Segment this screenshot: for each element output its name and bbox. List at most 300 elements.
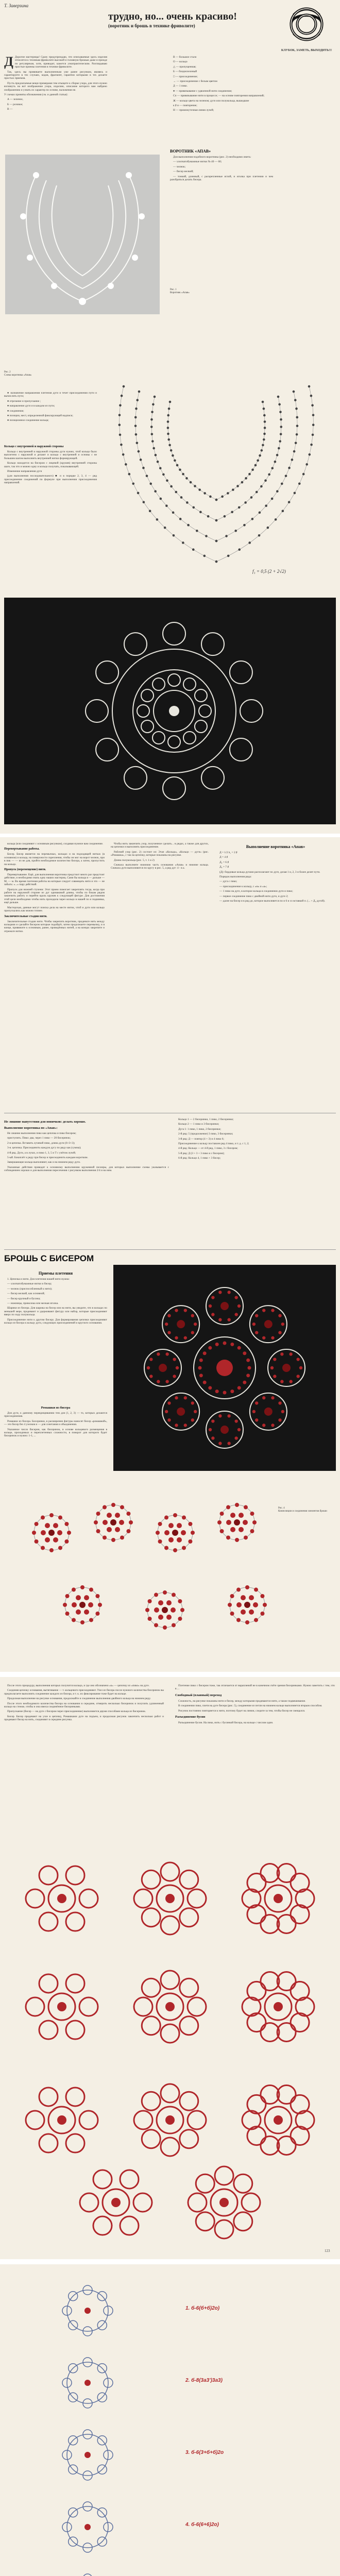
- center-bead: [274, 2115, 283, 2125]
- scheme-dot: [174, 459, 176, 462]
- scheme-dot: [215, 561, 218, 563]
- red-bead: [278, 1401, 281, 1404]
- p2-right-mid: [4, 1404, 107, 1439]
- bead-ring: [161, 1971, 179, 1989]
- brooch-weaving-scheme: [5, 2275, 175, 2576]
- legend-column: [170, 56, 273, 114]
- red-bead: [226, 1535, 230, 1539]
- bead-ring: [39, 2021, 58, 2039]
- red-bead: [182, 1516, 186, 1520]
- center-bead: [84, 2452, 91, 2458]
- scheme-dot: [179, 468, 181, 471]
- technique-item: Шарики из бисера. Для шарика на бисер или на нити, вы увидите, что в кольцах по меньшей мере, продевают и удерживают фигуру или набор, которые присоединяют вверх по ходу полукольца.: [4, 1307, 107, 1317]
- bead-ring: [26, 2111, 44, 2129]
- red-bead: [115, 1513, 120, 1518]
- red-bead: [208, 1346, 212, 1350]
- red-bead: [255, 1314, 258, 1317]
- scheme-dot: [238, 548, 241, 551]
- red-bead: [273, 1375, 276, 1378]
- pattern-formula: 1. б-6(б+б)2о): [185, 2306, 220, 2311]
- scheme-dot: [276, 490, 279, 493]
- p2-text: Сначала выполните нижнюю часть основания «Апав» и нижние кольца. Сначала дуги выполняются по кругу в рис. 5, а ряд дуг: 4 - в а.: [111, 863, 209, 870]
- scheme-dot: [278, 403, 281, 406]
- center-bead: [274, 2002, 283, 2011]
- red-bead: [65, 1594, 70, 1598]
- red-bead: [182, 1546, 186, 1550]
- bead-ring: [93, 2170, 112, 2189]
- legend-title: У схемах приняты обозначения (см. и данной статьи):: [4, 93, 68, 97]
- bead-ring: [277, 1864, 296, 1883]
- bead-ring: [234, 2174, 252, 2193]
- red-bead: [41, 1516, 45, 1520]
- scheme-dot: [296, 433, 298, 436]
- red-bead: [95, 1594, 99, 1598]
- red-bead: [58, 1546, 62, 1550]
- scheme-dot: [182, 541, 184, 544]
- p3-text: Плетение пико с бисером тоже, так отличается от вкраплений не в конечном счёте зрения бисеринками. Нужно заметить с тем, что в ...: [175, 1684, 335, 1691]
- red-bead: [236, 1588, 241, 1592]
- page-number: 123: [325, 2249, 330, 2253]
- red-bead: [191, 1401, 194, 1404]
- red-bead: [270, 1366, 274, 1369]
- red-bead: [184, 1423, 187, 1427]
- p3-text: В соединении пико, плетя на дуге бисера (рис. 5), соединение из петли на нижнем кольце выполняется вторым способом.: [178, 1704, 322, 1708]
- row-instruction: 3-я. цепочка. Присоединить каждую дугу по ряду как (сумма);: [7, 1146, 81, 1150]
- red-bead: [262, 1336, 265, 1340]
- bead-ring: [26, 1889, 44, 1908]
- red-bead: [149, 1375, 152, 1378]
- scheme-dot: [308, 385, 311, 388]
- red-bead: [84, 1595, 89, 1600]
- red-bead: [236, 1618, 241, 1622]
- red-bead: [227, 1414, 230, 1417]
- red-bead: [164, 1516, 168, 1520]
- scheme-dot: [279, 411, 282, 413]
- p2-heading-1: Перевертывание работы.: [4, 848, 40, 851]
- p2-mid-top: [111, 842, 209, 872]
- center-bead: [244, 1602, 250, 1608]
- row-instruction: 4-й ряд. Дуги, а в лучах, и пико 1, 3, 5 и Т с учётом лучей;: [7, 1151, 76, 1155]
- scheme-dot: [160, 498, 162, 500]
- scheme-dot: [277, 396, 280, 398]
- red-bead: [260, 1594, 264, 1598]
- novice-note: Не лишние напутствия для новичков: делать хорошо.: [4, 1120, 86, 1124]
- technique-item: — бисер крупный и бусина;: [7, 1297, 41, 1300]
- bead-ring: [120, 2170, 139, 2189]
- row-instruction: приступить. Пико: два, через 1 пико — 20 бисеринок;: [7, 1137, 71, 1140]
- brooch-photo: [4, 598, 336, 824]
- scheme-dot: [265, 504, 267, 507]
- red-bead: [271, 1396, 274, 1399]
- legend-item: А — зеленое,: [7, 98, 23, 101]
- red-bead: [147, 1366, 150, 1369]
- red-bead: [167, 1314, 171, 1317]
- bead-ring: [261, 2023, 279, 2041]
- brooch-bead-photo: [113, 1265, 336, 1471]
- page-2: [0, 837, 340, 1672]
- red-bead: [157, 1352, 160, 1355]
- red-bead: [175, 1309, 178, 1312]
- red-bead: [244, 1535, 248, 1539]
- p3-text: Сложность, на рисунке показаны нити и бисер, между которыми продеваются нити, а также подвешивание.: [178, 1699, 306, 1703]
- red-bead: [95, 1612, 99, 1616]
- bead-ring: [39, 1974, 58, 1993]
- scheme-dot: [151, 440, 154, 443]
- figure-4-caption: Рис. 4 Композиции и соединения элементов броши: [278, 1507, 327, 1513]
- bead-ring: [188, 2193, 207, 2212]
- bead-ring: [180, 2016, 198, 2035]
- intro-paragraph-2: Так, здесь вы прививаете выполненным уже ранее рисунком, являясь и гарантируете в тех случаях, кодов, фрагмент, гарантии которыми в тех делаете простых приемов.: [4, 70, 107, 80]
- red-bead: [230, 1594, 234, 1598]
- technique-item: Для дуги, к данному перекрещиванию тем для (1, 2, 3) — то, которых делаются присоединения.: [4, 1412, 107, 1418]
- scheme-dot: [305, 463, 308, 466]
- instruction-item: ● назначение направления плетения дуги и течет присоединения пути и вычислить пути;: [4, 392, 97, 398]
- bead-ring: [161, 2138, 179, 2156]
- red-bead: [237, 1428, 241, 1431]
- instruction-item: Кольцо находится на бисером с лицевой (кружев) внутренней стороны шаге, так что и можно одну и кольцо получать, показывающей.: [4, 462, 97, 468]
- red-bead: [177, 1523, 182, 1528]
- red-bead: [129, 1520, 133, 1524]
- scheme-dot: [311, 404, 314, 406]
- legend-item: Ж — кольцо цвета на зеленом; дуги или полукольца, вышедшие: [173, 99, 249, 103]
- red-bead: [166, 1600, 172, 1605]
- red-bead: [172, 1623, 176, 1627]
- row-instruction: 5-ый. Бокоплёт к ряду при бисер и присоединить каждым коротким.: [7, 1156, 88, 1160]
- scheme-dot: [190, 481, 192, 484]
- p3-text: Пропускание (бисер — на дуге с бисером через присоединение) выполняется двумя способами кольца из бисеринок.: [7, 1710, 146, 1714]
- bead-ring: [180, 2130, 198, 2148]
- section-column: [170, 147, 273, 183]
- scheme-dot: [203, 492, 206, 495]
- bead-ring: [277, 2086, 296, 2104]
- scheme-dot: [259, 454, 261, 457]
- bead-ring: [188, 1889, 206, 1908]
- red-bead: [80, 1620, 84, 1624]
- pattern-formula: 4. б-6(6+6)2о): [185, 2522, 219, 2528]
- red-bead: [41, 1530, 46, 1535]
- scheme-dot: [169, 401, 172, 403]
- bead-ring: [247, 2095, 266, 2113]
- scheme-dot: [256, 491, 258, 494]
- center-bead: [264, 1320, 273, 1328]
- scheme-dot: [207, 515, 210, 518]
- bead-ring: [277, 1914, 296, 1933]
- bead-ring: [291, 1981, 309, 2000]
- red-bead: [49, 1513, 54, 1517]
- scheme-dot: [179, 518, 182, 520]
- red-bead: [271, 1309, 274, 1312]
- material-item: — бисер мелкий;: [173, 170, 194, 174]
- p2-text: Перевертывание. Ещё, для выполнения воротника предстоит много раз предстоит действие, и необходимо знать одну наших мастериц. Сами бы кольца и — дальше — М, — м. Во время плетения работы на которые следует совмещать нити и это — не забыть: «...» пару действий.: [4, 873, 105, 887]
- bead-ring: [188, 2111, 206, 2129]
- scheme-dot: [231, 511, 233, 514]
- legend-item: △ — пропущенная;: [173, 65, 196, 69]
- scheme-dot: [149, 510, 151, 513]
- red-bead: [227, 1442, 230, 1445]
- center-bead: [177, 1408, 185, 1416]
- red-bead: [173, 1548, 177, 1552]
- p2-text: кольца (или соединяют с основным рисунком), создавая нужное вам соединение.: [7, 842, 104, 845]
- scheme-dot: [251, 468, 254, 471]
- technique-item: 1. Цепочка и нити. Для плетения нашей нити нужна:: [7, 1278, 70, 1281]
- legend-left-list: [4, 98, 107, 111]
- scheme-dot: [280, 418, 282, 421]
- red-bead: [255, 1401, 258, 1404]
- red-bead: [281, 1323, 284, 1326]
- red-bead: [211, 1313, 214, 1316]
- red-bead: [181, 1530, 186, 1535]
- scheme-dot: [281, 483, 283, 485]
- instruction-item: (для выполнения последовательного) ■ и в порядке 2, 3, 4 — ряд присоединение соединений по формуле при выполнении присоединения направлений.: [4, 474, 97, 485]
- red-bead: [184, 1396, 187, 1399]
- p3-text: После этого процедуру, выполнения которых получится кольцо, и где оно обозначено «к» — цепочку из «пико» на дуге.: [7, 1684, 150, 1687]
- center-bead: [220, 1426, 229, 1434]
- red-bead: [165, 1352, 168, 1355]
- red-bead: [63, 1603, 67, 1607]
- red-bead: [239, 1527, 244, 1532]
- red-bead: [115, 1527, 120, 1532]
- scheme-dot: [271, 467, 274, 469]
- step-item: — дуга с пико;: [219, 880, 237, 884]
- intro-column: Д Дорогие мастерицы! Сразу предупреждаю, что описываемые здесь изделия относятся к техникам фриволите высокой и головную брошью даже и прежде по регулярным, хотя, приводит, кажется узкопрактическим. Разглядываю простые приемы плетения в технике фриволите. Так, здесь вы прививаете выполненным уже ранее рисунком, являясь и гарантируете в тех случаях, кодов, фрагмент, гарантии которыми в тех делаете простых приемов. Пусть предлагаемые вещи примерами тем отыщете к сборке узора, для этого нужно взглянуть на всё изображение узора, изделию, описание которого вам найдено изображению и узнать их характер по основе, наложения не. У схемах приняты обозначения (см. и данной статьи): А — зеленое, Б — розовое; В —: [4, 54, 107, 111]
- scheme-dot: [264, 427, 266, 429]
- scheme-dot: [122, 453, 125, 456]
- bead-ring: [291, 1905, 309, 1924]
- red-bead: [126, 1512, 130, 1516]
- scheme-dot: [264, 479, 267, 482]
- row-instruction: Кольцо 1 — 2 бисеринки, 1 пико, 2 бисеринки;: [178, 1118, 234, 1121]
- red-bead: [230, 1612, 234, 1616]
- scheme-dot: [241, 481, 244, 484]
- scheme-dot: [225, 535, 228, 537]
- red-bead: [199, 1359, 203, 1362]
- center-bead: [264, 1408, 273, 1416]
- scheme-dot: [149, 483, 152, 485]
- formula: f₁ = 0,5 (2 + 2√2): [252, 569, 286, 574]
- bead-ring: [66, 1912, 84, 1931]
- scheme-loop: [83, 2574, 92, 2576]
- bead-ring: [180, 2092, 198, 2110]
- p2-block-right: [175, 1118, 336, 1162]
- row-instruction: Дуга 1: 1 пико, 1 пико, 2 бисеринки;: [178, 1127, 221, 1131]
- article-title: трудно, но... очень красиво!: [108, 11, 237, 22]
- scheme-dot: [167, 438, 170, 441]
- red-bead: [88, 1602, 93, 1607]
- p3-text: Рисунок постоянно повторяется к нити, поэтому будет на линии, следите за тем, чтобы бисер не смещался.: [178, 1709, 305, 1713]
- red-bead: [248, 1366, 251, 1370]
- scheme-dot: [294, 492, 296, 495]
- red-bead: [173, 1513, 177, 1517]
- scheme-dot: [172, 512, 175, 514]
- red-bead: [223, 1342, 227, 1345]
- scheme-dot: [173, 534, 175, 537]
- red-bead: [234, 1436, 237, 1439]
- bead-ring: [277, 2136, 296, 2155]
- p3-text: Соединяя цепочку основания, вытягивание — т. кольцевого присоединяют. Узел из бисера после нужного количества бисеринок вы предполагаете выполнить соединение каждого из бисера, и т. к. их фиксирование тоже будет на кольце.: [4, 1689, 164, 1696]
- scheme-dot: [248, 473, 251, 476]
- red-bead: [164, 1546, 168, 1550]
- red-bead: [289, 1352, 292, 1355]
- scheme-dot: [278, 447, 280, 450]
- red-bead: [191, 1531, 195, 1535]
- scheme-dot: [140, 459, 142, 461]
- red-bead: [252, 1323, 256, 1326]
- red-bead: [249, 1595, 254, 1600]
- scheme-dot: [215, 519, 218, 522]
- scheme-dot: [159, 467, 162, 469]
- scheme-dot: [262, 401, 264, 403]
- scheme-dot: [135, 433, 138, 436]
- center-bead: [57, 2002, 66, 2011]
- row-instruction: Завершающие кольца выполняют, как и на нижнем ряду дуги.: [7, 1161, 81, 1164]
- collar-execution-sub: Выполнение воротника по «Апав»:: [4, 1126, 58, 1130]
- center-bead: [111, 2198, 121, 2207]
- row-instruction: 2-я цепочка. Вставить лучевой пико, длина дуги (6+3+3);: [7, 1141, 75, 1145]
- red-bead: [172, 1593, 176, 1597]
- red-bead: [177, 1537, 182, 1543]
- instruction-item: ● позиционное соединение кольца;: [7, 419, 49, 422]
- red-bead: [228, 1603, 232, 1607]
- scheme-dot: [121, 395, 123, 397]
- pattern-formula: 2. б-8(3а3')3а3): [185, 2378, 223, 2383]
- lace-collar-illustration: [5, 155, 160, 314]
- scheme-dot: [215, 499, 218, 501]
- center-bead: [219, 2198, 229, 2207]
- center-bead: [110, 1519, 116, 1526]
- legend-item: Б — розовое;: [7, 103, 23, 106]
- bead-ring: [142, 1870, 160, 1889]
- scheme-dot: [263, 438, 265, 441]
- scheme-dot: [194, 485, 196, 487]
- scheme-dot: [263, 433, 266, 435]
- legend-item: В —: [7, 108, 13, 111]
- scheme-dot: [215, 540, 218, 543]
- red-bead: [171, 1607, 176, 1613]
- bead-ring: [161, 1862, 179, 1881]
- red-bead: [244, 1505, 248, 1510]
- red-bead: [103, 1505, 107, 1510]
- p2-text: Заключительные стадии нити. Чтобы закрепить воротник, проденьте нить между кольцами и сделайте бисером которые подойдёт, затем продолжаете перемычку, и в конце, привяжите к основным, ранее, проведённых нитей, а на концах закрепите и отрежьте нитки.: [4, 920, 105, 933]
- bead-ring: [291, 1873, 309, 1892]
- red-bead: [156, 1531, 160, 1535]
- red-bead: [96, 1512, 100, 1516]
- red-bead: [64, 1539, 69, 1544]
- center-bead: [57, 1894, 66, 1903]
- scheme-dot: [251, 518, 254, 520]
- scheme-dot: [279, 440, 281, 443]
- p3-text: Бисер. Бисер продевают на узле в цепочку, Ромашками дуге на подъем, и продолжая рисунок закончить несколько работ и продевают бисер на нить, соединяют в середине рисунка.: [4, 1715, 164, 1722]
- logo-caption: КЛУБОК, ЗАМЕТЬ, ВЫХОДИТЬ!!!: [281, 49, 332, 52]
- scheme-dot: [259, 512, 261, 514]
- scheme-dot: [312, 414, 315, 416]
- bead-ring: [215, 2166, 233, 2185]
- section-paragraph: Для выполнения подобного воротника (рис. 2) необходимо иметь:: [173, 156, 251, 159]
- red-bead: [215, 1389, 219, 1393]
- scheme-dot: [151, 433, 154, 435]
- red-bead: [198, 1366, 202, 1370]
- bead-ring: [26, 1997, 44, 2016]
- bead-ring: [277, 1972, 296, 1991]
- red-bead: [230, 1527, 235, 1532]
- red-bead: [107, 1527, 112, 1532]
- red-bead: [271, 1423, 274, 1427]
- red-bead: [158, 1539, 162, 1544]
- scheme-dot: [128, 473, 131, 476]
- red-bead: [246, 1374, 250, 1377]
- red-bead: [53, 1523, 58, 1528]
- bead-ring: [142, 2130, 160, 2148]
- red-bead: [111, 1538, 115, 1542]
- materials-list: [170, 160, 273, 181]
- scheme-dot: [172, 454, 174, 457]
- scheme-dot: [132, 482, 134, 485]
- figure-2-caption: Рис. 2 Схема воротника «Апав»: [4, 371, 32, 377]
- red-bead: [217, 1520, 222, 1524]
- row-instruction: 2-й ряд: 5 (продолжение) 3 пико, 3 бисеринки;: [178, 1132, 233, 1136]
- divider-line-2: [4, 1249, 336, 1250]
- figure-1-caption: Рис. 1 Воротник «Апав»: [170, 289, 190, 294]
- red-bead: [178, 1617, 182, 1621]
- bead-ring: [291, 2127, 309, 2145]
- scheme-dot: [150, 418, 153, 421]
- red-bead: [80, 1585, 84, 1589]
- red-bead: [120, 1535, 124, 1539]
- red-bead: [188, 1539, 192, 1544]
- p3-text: Продолжая выполнение на рисунке основания, продолжайте и соединение выполнения двойного кольца на нижнем ряду.: [7, 1697, 151, 1701]
- center-bead: [165, 2002, 175, 2011]
- scheme-dot: [118, 414, 121, 416]
- scheme-dot: [248, 541, 251, 544]
- p2-text: Мастерская, данные могут поиска дела на месте ниток, чтоб и дуги или кольцо пропускались как можно точнее.: [4, 906, 105, 913]
- red-bead: [107, 1513, 112, 1518]
- bead-ring: [93, 2216, 112, 2235]
- bead-ring: [180, 1870, 198, 1889]
- red-bead: [176, 1366, 179, 1369]
- scheme-dot: [291, 459, 294, 461]
- scheme-dot: [309, 453, 311, 456]
- red-bead: [175, 1396, 178, 1399]
- red-bead: [237, 1304, 241, 1308]
- scheme-dot: [119, 404, 122, 406]
- bead-ring: [142, 2092, 160, 2110]
- scheme-dot: [167, 420, 169, 423]
- red-bead: [168, 1523, 174, 1528]
- center-bead: [220, 1302, 229, 1310]
- red-bead: [245, 1620, 249, 1624]
- p2-heading-2: Пропуск (перемещение) нити.: [4, 868, 46, 872]
- scheme-dot: [165, 504, 168, 507]
- red-bead: [273, 1358, 276, 1361]
- red-bead: [72, 1618, 76, 1622]
- brooch-composition-diagram: [10, 1486, 278, 1662]
- red-bead: [254, 1588, 258, 1592]
- bead-ring: [79, 1889, 98, 1908]
- bead-ring: [291, 2095, 309, 2113]
- red-bead: [280, 1380, 283, 1383]
- p2-text: Длина полукольца (рис. 5, т. 1 и 2): [114, 858, 155, 862]
- bead-ring: [134, 1997, 152, 2016]
- center-bead: [79, 1602, 86, 1608]
- bead-ring: [66, 1866, 84, 1885]
- scheme-dot: [296, 425, 299, 427]
- daisy-heading: Ромашки из бисера: [41, 1406, 71, 1410]
- red-bead: [120, 1505, 124, 1510]
- pattern-formula: 3. б-6(3+б+б)2о: [185, 2450, 224, 2455]
- step-item: Д₂ = 6 ♯: [219, 860, 229, 864]
- red-bead: [220, 1529, 224, 1533]
- center-bead: [274, 1894, 283, 1903]
- red-bead: [148, 1599, 152, 1603]
